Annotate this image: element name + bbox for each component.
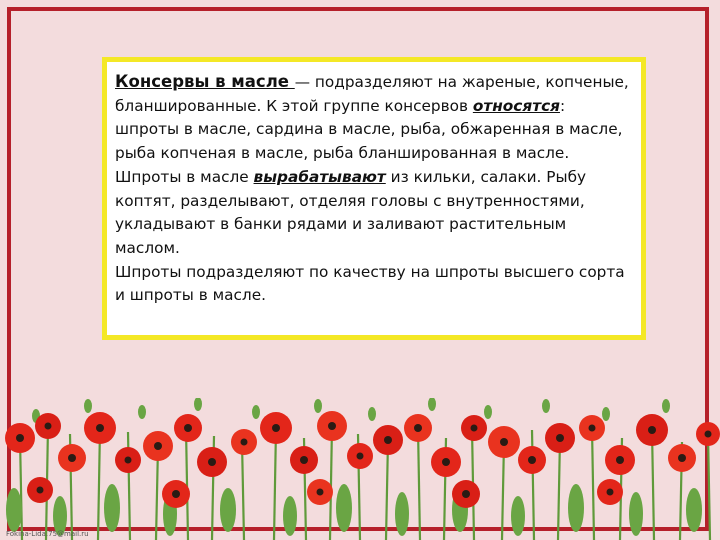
poppy-flower [35,413,61,439]
poppy-flower [84,412,116,444]
poppy-flower [488,426,520,458]
poppy-flower [636,414,668,446]
poppy-flower [231,429,257,455]
poppy-flower [579,415,605,441]
text-box [102,57,646,340]
emphasis-term-2: вырабатывают [253,167,386,186]
poppy-flower [260,412,292,444]
poppy-flower [431,447,461,477]
heading-term: Консервы в масле [115,72,295,91]
poppy-flower [5,423,35,453]
poppy-flower [696,422,720,446]
poppy-flower [597,479,623,505]
paragraph-quality: Шпроты подразделяют по качеству на шпроты высшего сорта и шпроты в масле. [115,262,625,305]
poppy-flower [197,447,227,477]
poppy-flower [290,446,318,474]
poppy-flower [174,414,202,442]
poppy-flower [545,423,575,453]
poppy-flower [461,415,487,441]
poppy-flower [307,479,333,505]
paragraph-sprats [115,166,631,261]
paragraph-2-start: Шпроты в масле [115,167,254,186]
author-credit: Fokina-Lida.75@mail.ru [6,530,89,538]
poppy-flower [27,477,53,503]
poppy-flower [347,443,373,469]
poppy-flower [605,445,635,475]
poppy-flower [115,447,141,473]
poppy-flower [518,446,546,474]
paragraph-2-end: из кильки, салаки. Рыбу коптят, разделывают, отделяя головы с внутренностями, укладывают в банки рядами и заливают растительным маслом. [115,167,587,257]
emphasis-term-1: относятся [472,96,560,115]
poppy-field-illustration [0,398,720,540]
poppy-flower [317,411,347,441]
poppy-flower [668,444,696,472]
paragraph-canned-fish [115,70,631,166]
paragraph-1-text: — подразделяют на жареные, копченые, бланшированные. К этой группе консервов [115,73,629,115]
poppy-buds [32,398,670,423]
poppy-flower [162,480,190,508]
poppy-flower [58,444,86,472]
poppy-flower [404,414,432,442]
poppy-flower [373,425,403,455]
poppy-flower [143,431,173,461]
poppy-flower [452,480,480,508]
paragraph-1-end: : шпроты в масле, сардина в масле, рыба, обжаренная в масле, рыба копченая в масле, рыба бланшированная в масле. [115,96,623,163]
